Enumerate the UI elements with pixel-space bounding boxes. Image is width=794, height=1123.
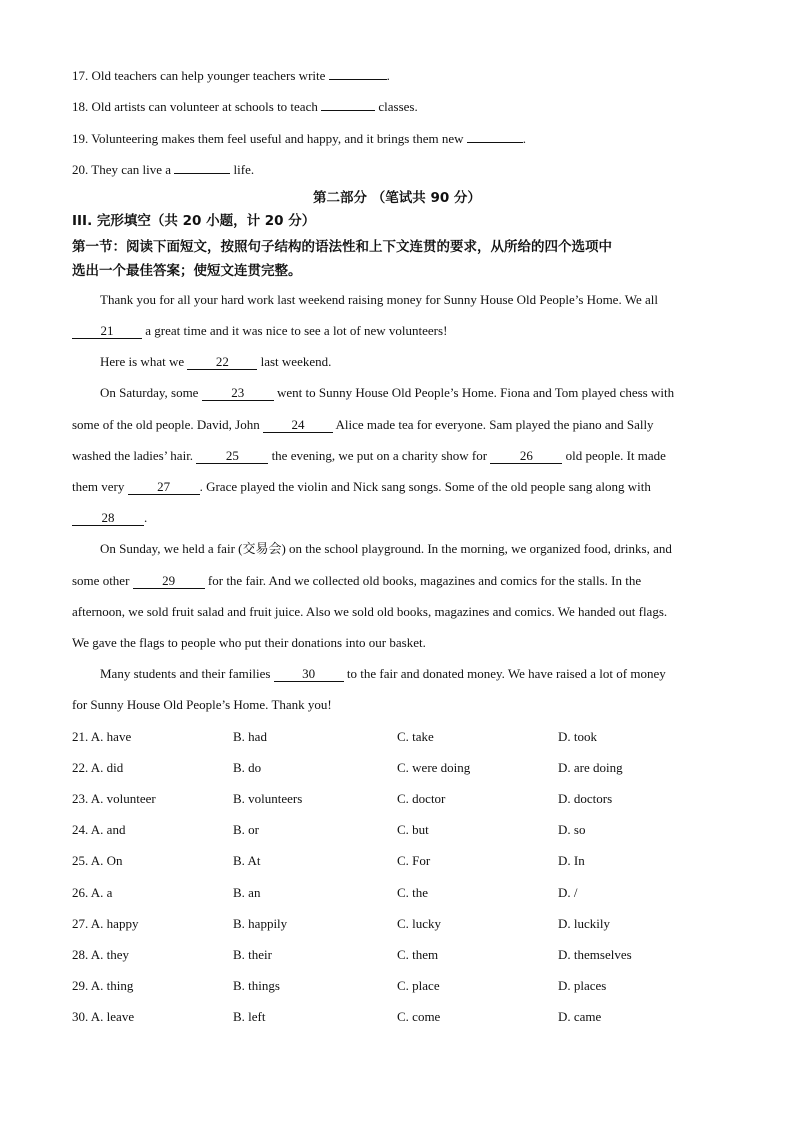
passage-line (72, 572, 641, 590)
passage-text: On Saturday, some (100, 385, 202, 400)
option-d: D. luckily (558, 916, 610, 931)
passage-text: . Grace played the violin and Nick sang songs. Some of the old people sang along with (199, 479, 651, 494)
passage-text: old people. It made (562, 448, 666, 463)
instruction-line: 选出一个最佳答案；使短文连贯完整。 (72, 263, 302, 279)
question-text: 19. Volunteering makes them feel useful and happy, and it brings them new (72, 131, 467, 146)
option-c: C. place (397, 978, 440, 993)
blank-24: 24 (263, 417, 333, 433)
option-b: B. At (233, 853, 261, 868)
option-row-21 (72, 728, 722, 746)
option-d: D. places (558, 978, 607, 993)
option-row-25 (72, 852, 722, 870)
question-text: . (386, 68, 390, 83)
option-a: 23. A. volunteer (72, 791, 156, 806)
blank-27: 27 (128, 479, 200, 495)
question-18 (72, 98, 418, 116)
option-d: D. came (558, 1009, 602, 1024)
question-text: classes. (375, 99, 418, 114)
option-row-24 (72, 821, 722, 839)
question-text: 20. They can live a (72, 162, 175, 177)
passage-line (72, 478, 651, 496)
passage-line (72, 447, 666, 465)
option-c: C. them (397, 947, 439, 962)
option-a: 26. A. a (72, 885, 113, 900)
option-c: C. but (397, 822, 429, 837)
passage-text: last weekend. (257, 354, 332, 369)
blank-23: 23 (202, 385, 274, 401)
option-b: B. left (233, 1009, 266, 1024)
answer-blank (329, 79, 387, 80)
passage-line: On Sunday, we held a fair (交易会) on the school playground. In the morning, we organized food, drinks, and (100, 541, 672, 556)
answer-blank (174, 173, 230, 174)
option-b: B. volunteers (233, 791, 303, 806)
option-c: C. For (397, 853, 431, 868)
passage-text: them very (72, 479, 128, 494)
instruction-line: 第一节：阅读下面短文，按照句子结构的语法性和上下文连贯的要求，从所给的四个选项中 (72, 239, 612, 255)
option-b: B. do (233, 760, 262, 775)
blank-28: 28 (72, 510, 144, 526)
option-b: B. had (233, 729, 267, 744)
option-d: D. so (558, 822, 586, 837)
passage-text: Many students and their families (100, 666, 274, 681)
part-two-title: 第二部分 （笔试共 90 分） (313, 190, 481, 206)
blank-26: 26 (490, 448, 562, 464)
passage-text: Alice made tea for everyone. Sam played the piano and Sally (333, 417, 654, 432)
passage-text: a great time and it was nice to see a lot of new volunteers! (142, 323, 448, 338)
passage-line (100, 665, 666, 683)
option-row-28 (72, 946, 722, 964)
option-a: 30. A. leave (72, 1009, 135, 1024)
passage-line: Thank you for all your hard work last weekend raising money for Sunny House Old People’s Home. We all (100, 292, 658, 307)
question-text: 18. Old artists can volunteer at schools to teach (72, 99, 322, 114)
blank-21: 21 (72, 323, 142, 339)
passage-line (72, 322, 447, 340)
passage-line: We gave the flags to people who put their donations into our basket. (72, 635, 426, 650)
passage-line (100, 353, 331, 371)
option-b: B. their (233, 947, 272, 962)
option-b: B. things (233, 978, 280, 993)
passage-text: Here is what we (100, 354, 188, 369)
option-c: C. doctor (397, 791, 446, 806)
passage-text: for the fair. And we collected old books, magazines and comics for the stalls. In the (204, 573, 642, 588)
option-a: 25. A. On (72, 853, 123, 868)
option-a: 22. A. did (72, 760, 124, 775)
passage-line (72, 509, 147, 527)
answer-blank (321, 110, 375, 111)
passage-text: to the fair and donated money. We have raised a lot of money (343, 666, 666, 681)
passage-line (100, 384, 674, 402)
blank-25: 25 (196, 448, 268, 464)
passage-line: for Sunny House Old People’s Home. Thank you! (72, 697, 332, 712)
blank-30: 30 (274, 666, 344, 682)
option-d: D. / (558, 885, 578, 900)
question-text: 17. Old teachers can help younger teachers write (72, 68, 329, 83)
option-c: C. lucky (397, 916, 442, 931)
option-row-23 (72, 790, 722, 808)
option-row-30 (72, 1008, 722, 1026)
option-b: B. or (233, 822, 259, 837)
option-d: D. are doing (558, 760, 623, 775)
passage-line: afternoon, we sold fruit salad and fruit juice. Also we sold old books, magazines and comics. We handed out flags. (72, 604, 668, 619)
option-a: 28. A. they (72, 947, 130, 962)
option-row-22 (72, 759, 722, 777)
option-c: C. the (397, 885, 429, 900)
option-d: D. themselves (558, 947, 632, 962)
option-c: C. were doing (397, 760, 471, 775)
option-c: C. take (397, 729, 434, 744)
passage-text: went to Sunny House Old People’s Home. Fiona and Tom played chess with (273, 385, 675, 400)
blank-22: 22 (187, 354, 257, 370)
option-b: B. happily (233, 916, 288, 931)
question-17 (72, 67, 390, 85)
option-d: D. In (558, 853, 585, 868)
option-a: 29. A. thing (72, 978, 134, 993)
question-text: life. (230, 162, 255, 177)
option-b: B. an (233, 885, 261, 900)
passage-line (72, 416, 654, 434)
passage-text: some other (72, 573, 133, 588)
answer-blank (467, 142, 523, 143)
passage-text: the evening, we put on a charity show for (268, 448, 491, 463)
option-a: 21. A. have (72, 729, 132, 744)
option-a: 24. A. and (72, 822, 126, 837)
option-row-26 (72, 884, 722, 902)
option-row-29 (72, 977, 722, 995)
question-text: . (522, 131, 526, 146)
option-c: C. come (397, 1009, 441, 1024)
option-row-27 (72, 915, 722, 933)
blank-29: 29 (133, 573, 205, 589)
option-d: D. took (558, 729, 597, 744)
section-heading: III. 完形填空（共 20 小题，计 20 分） (72, 213, 316, 229)
question-19 (72, 130, 526, 148)
passage-text: washed the ladies’ hair. (72, 448, 197, 463)
question-20 (72, 161, 254, 179)
option-a: 27. A. happy (72, 916, 139, 931)
passage-text: some of the old people. David, John (72, 417, 263, 432)
option-d: D. doctors (558, 791, 613, 806)
passage-text: . (144, 510, 148, 525)
